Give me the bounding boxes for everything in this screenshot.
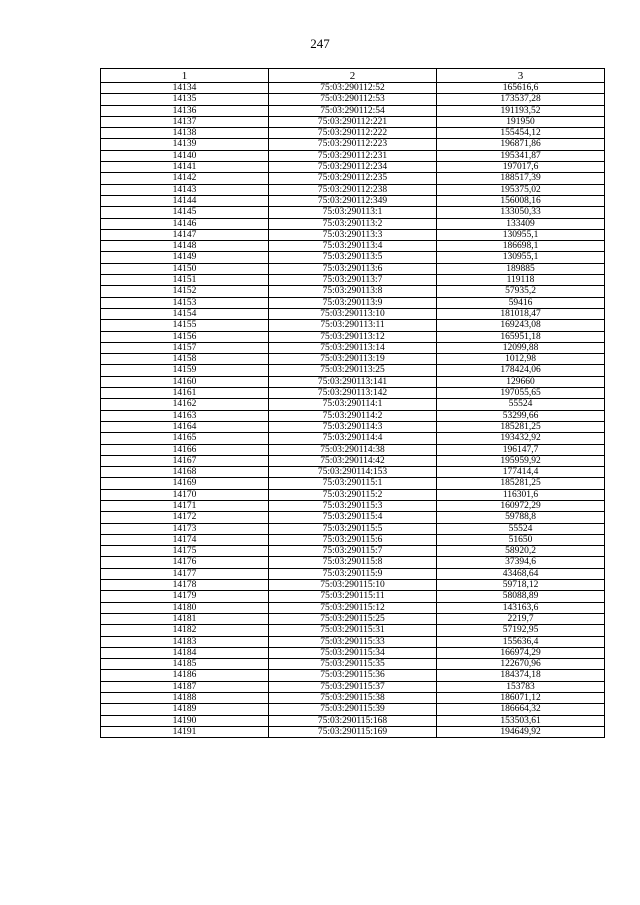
- table-row: [101, 421, 605, 432]
- value-cell: 37394,6: [437, 557, 605, 568]
- cadastral-number-cell: 75:03:290115:1: [269, 478, 437, 489]
- cadastral-number-cell: 75:03:290114:1: [269, 399, 437, 410]
- row-number-cell: 14175: [101, 546, 269, 557]
- value-cell: 184374,18: [437, 670, 605, 681]
- value-cell: 1012,98: [437, 354, 605, 365]
- row-number-cell: 14161: [101, 388, 269, 399]
- value-cell: 59788,8: [437, 512, 605, 523]
- row-number-cell: 14148: [101, 241, 269, 252]
- cadastral-number-cell: 75:03:290113:5: [269, 252, 437, 263]
- row-number-cell: 14182: [101, 625, 269, 636]
- row-number-cell: 14173: [101, 523, 269, 534]
- cadastral-number-cell: 75:03:290112:54: [269, 105, 437, 116]
- value-cell: 165951,18: [437, 331, 605, 342]
- value-cell: 188517,39: [437, 173, 605, 184]
- row-number-cell: 14183: [101, 636, 269, 647]
- value-cell: 169243,08: [437, 320, 605, 331]
- table-row: [101, 331, 605, 342]
- table-row: [101, 207, 605, 218]
- row-number-cell: 14190: [101, 715, 269, 726]
- column-header-3: 3: [437, 69, 605, 83]
- value-cell: 195341,87: [437, 150, 605, 161]
- cadastral-number-cell: 75:03:290115:168: [269, 715, 437, 726]
- cadastral-number-cell: 75:03:290112:221: [269, 116, 437, 127]
- cadastral-number-cell: 75:03:290115:37: [269, 681, 437, 692]
- table-row: [101, 523, 605, 534]
- value-cell: 119118: [437, 275, 605, 286]
- value-cell: 185281,25: [437, 421, 605, 432]
- value-cell: 156008,16: [437, 195, 605, 206]
- row-number-cell: 14153: [101, 297, 269, 308]
- row-number-cell: 14184: [101, 647, 269, 658]
- value-cell: 58088,89: [437, 591, 605, 602]
- row-number-cell: 14168: [101, 467, 269, 478]
- row-number-cell: 14178: [101, 580, 269, 591]
- table-row: [101, 489, 605, 500]
- value-cell: 186698,1: [437, 241, 605, 252]
- cadastral-number-cell: 75:03:290112:223: [269, 139, 437, 150]
- table-row: [101, 704, 605, 715]
- table-row: [101, 681, 605, 692]
- table-row: [101, 83, 605, 94]
- table-row: [101, 150, 605, 161]
- row-number-cell: 14177: [101, 568, 269, 579]
- value-cell: 189885: [437, 263, 605, 274]
- table-row: [101, 455, 605, 466]
- cadastral-number-cell: 75:03:290113:12: [269, 331, 437, 342]
- cadastral-number-cell: 75:03:290112:231: [269, 150, 437, 161]
- cadastral-number-cell: 75:03:290115:12: [269, 602, 437, 613]
- cadastral-number-cell: 75:03:290113:11: [269, 320, 437, 331]
- row-number-cell: 14149: [101, 252, 269, 263]
- value-cell: 196147,7: [437, 444, 605, 455]
- value-cell: 185281,25: [437, 478, 605, 489]
- value-cell: 133409: [437, 218, 605, 229]
- page-number: 247: [310, 36, 330, 51]
- table-row: [101, 263, 605, 274]
- table-row: [101, 557, 605, 568]
- table-body: [101, 83, 605, 738]
- table-row: [101, 241, 605, 252]
- table-row: [101, 636, 605, 647]
- row-number-cell: 14150: [101, 263, 269, 274]
- cadastral-number-cell: 75:03:290113:10: [269, 308, 437, 319]
- value-cell: 133050,33: [437, 207, 605, 218]
- row-number-cell: 14143: [101, 184, 269, 195]
- row-number-cell: 14160: [101, 376, 269, 387]
- table-row: [101, 116, 605, 127]
- value-cell: 197017,6: [437, 162, 605, 173]
- table-row: [101, 354, 605, 365]
- cadastral-number-cell: 75:03:290112:234: [269, 162, 437, 173]
- row-number-cell: 14144: [101, 195, 269, 206]
- table-row: [101, 512, 605, 523]
- table-row: [101, 580, 605, 591]
- value-cell: 178424,06: [437, 365, 605, 376]
- cadastral-number-cell: 75:03:290114:38: [269, 444, 437, 455]
- row-number-cell: 14145: [101, 207, 269, 218]
- value-cell: 194649,92: [437, 726, 605, 737]
- table-row: [101, 591, 605, 602]
- table-row: [101, 162, 605, 173]
- cadastral-number-cell: 75:03:290112:222: [269, 128, 437, 139]
- value-cell: 197055,65: [437, 388, 605, 399]
- table-row: [101, 444, 605, 455]
- value-cell: 43468,64: [437, 568, 605, 579]
- value-cell: 191950: [437, 116, 605, 127]
- value-cell: 122670,96: [437, 659, 605, 670]
- cadastral-number-cell: 75:03:290115:34: [269, 647, 437, 658]
- value-cell: 160972,29: [437, 500, 605, 511]
- table-row: [101, 218, 605, 229]
- table-row: [101, 229, 605, 240]
- row-number-cell: 14162: [101, 399, 269, 410]
- table-row: [101, 647, 605, 658]
- table-row: [101, 613, 605, 624]
- row-number-cell: 14135: [101, 94, 269, 105]
- value-cell: 196871,86: [437, 139, 605, 150]
- row-number-cell: 14140: [101, 150, 269, 161]
- value-cell: 177414,4: [437, 467, 605, 478]
- cadastral-number-cell: 75:03:290113:3: [269, 229, 437, 240]
- row-number-cell: 14181: [101, 613, 269, 624]
- table-row: [101, 467, 605, 478]
- value-cell: 143163,6: [437, 602, 605, 613]
- row-number-cell: 14152: [101, 286, 269, 297]
- value-cell: 58920,2: [437, 546, 605, 557]
- table-row: [101, 410, 605, 421]
- data-table: [100, 68, 605, 738]
- value-cell: 130955,1: [437, 252, 605, 263]
- table-row: [101, 726, 605, 737]
- row-number-cell: 14163: [101, 410, 269, 421]
- table-row: [101, 252, 605, 263]
- cadastral-number-cell: 75:03:290114:42: [269, 455, 437, 466]
- cadastral-number-cell: 75:03:290112:349: [269, 195, 437, 206]
- row-number-cell: 14191: [101, 726, 269, 737]
- value-cell: 195375,02: [437, 184, 605, 195]
- cadastral-number-cell: 75:03:290113:14: [269, 342, 437, 353]
- column-header-2: 2: [269, 69, 437, 83]
- value-cell: 166974,29: [437, 647, 605, 658]
- table-row: [101, 308, 605, 319]
- value-cell: 186071,12: [437, 693, 605, 704]
- table-header-row: [101, 69, 605, 83]
- value-cell: 116301,6: [437, 489, 605, 500]
- row-number-cell: 14139: [101, 139, 269, 150]
- cadastral-number-cell: 75:03:290114:3: [269, 421, 437, 432]
- cadastral-number-cell: 75:03:290115:25: [269, 613, 437, 624]
- value-cell: 173537,28: [437, 94, 605, 105]
- row-number-cell: 14158: [101, 354, 269, 365]
- value-cell: 57935,2: [437, 286, 605, 297]
- table-row: [101, 500, 605, 511]
- row-number-cell: 14141: [101, 162, 269, 173]
- table-row: [101, 184, 605, 195]
- table-row: [101, 365, 605, 376]
- value-cell: 186664,32: [437, 704, 605, 715]
- table-row: [101, 602, 605, 613]
- table-row: [101, 715, 605, 726]
- row-number-cell: 14179: [101, 591, 269, 602]
- row-number-cell: 14136: [101, 105, 269, 116]
- value-cell: 181018,47: [437, 308, 605, 319]
- cadastral-number-cell: 75:03:290112:235: [269, 173, 437, 184]
- cadastral-number-cell: 75:03:290113:1: [269, 207, 437, 218]
- table-row: [101, 320, 605, 331]
- cadastral-number-cell: 75:03:290115:39: [269, 704, 437, 715]
- cadastral-number-cell: 75:03:290112:53: [269, 94, 437, 105]
- cadastral-number-cell: 75:03:290112:238: [269, 184, 437, 195]
- value-cell: 153783: [437, 681, 605, 692]
- row-number-cell: 14186: [101, 670, 269, 681]
- cadastral-number-cell: 75:03:290112:52: [269, 83, 437, 94]
- row-number-cell: 14174: [101, 534, 269, 545]
- row-number-cell: 14166: [101, 444, 269, 455]
- value-cell: 153503,61: [437, 715, 605, 726]
- cadastral-number-cell: 75:03:290115:35: [269, 659, 437, 670]
- row-number-cell: 14147: [101, 229, 269, 240]
- value-cell: 165616,6: [437, 83, 605, 94]
- cadastral-number-cell: 75:03:290113:141: [269, 376, 437, 387]
- table-row: [101, 195, 605, 206]
- value-cell: 191193,52: [437, 105, 605, 116]
- table-row: [101, 139, 605, 150]
- row-number-cell: 14189: [101, 704, 269, 715]
- row-number-cell: 14172: [101, 512, 269, 523]
- row-number-cell: 14170: [101, 489, 269, 500]
- value-cell: 155636,4: [437, 636, 605, 647]
- cadastral-number-cell: 75:03:290115:5: [269, 523, 437, 534]
- table-row: [101, 105, 605, 116]
- cadastral-number-cell: 75:03:290113:4: [269, 241, 437, 252]
- table-row: [101, 546, 605, 557]
- table-row: [101, 128, 605, 139]
- row-number-cell: 14157: [101, 342, 269, 353]
- row-number-cell: 14185: [101, 659, 269, 670]
- value-cell: 195959,92: [437, 455, 605, 466]
- row-number-cell: 14180: [101, 602, 269, 613]
- value-cell: 55524: [437, 523, 605, 534]
- table-row: [101, 568, 605, 579]
- value-cell: 12099,88: [437, 342, 605, 353]
- row-number-cell: 14151: [101, 275, 269, 286]
- cadastral-number-cell: 75:03:290114:153: [269, 467, 437, 478]
- cadastral-number-cell: 75:03:290115:31: [269, 625, 437, 636]
- cadastral-number-cell: 75:03:290115:9: [269, 568, 437, 579]
- row-number-cell: 14169: [101, 478, 269, 489]
- table-row: [101, 376, 605, 387]
- cadastral-number-cell: 75:03:290115:33: [269, 636, 437, 647]
- value-cell: 130955,1: [437, 229, 605, 240]
- cadastral-number-cell: 75:03:290113:2: [269, 218, 437, 229]
- cadastral-number-cell: 75:03:290115:11: [269, 591, 437, 602]
- row-number-cell: 14165: [101, 433, 269, 444]
- value-cell: 53299,66: [437, 410, 605, 421]
- cadastral-number-cell: 75:03:290113:7: [269, 275, 437, 286]
- cadastral-number-cell: 75:03:290115:4: [269, 512, 437, 523]
- table-row: [101, 399, 605, 410]
- table-row: [101, 433, 605, 444]
- value-cell: 55524: [437, 399, 605, 410]
- table-row: [101, 388, 605, 399]
- cadastral-number-cell: 75:03:290115:2: [269, 489, 437, 500]
- cadastral-number-cell: 75:03:290115:7: [269, 546, 437, 557]
- row-number-cell: 14134: [101, 83, 269, 94]
- cadastral-number-cell: 75:03:290115:3: [269, 500, 437, 511]
- row-number-cell: 14156: [101, 331, 269, 342]
- table-row: [101, 670, 605, 681]
- cadastral-number-cell: 75:03:290114:2: [269, 410, 437, 421]
- value-cell: 2219,7: [437, 613, 605, 624]
- row-number-cell: 14142: [101, 173, 269, 184]
- cadastral-number-cell: 75:03:290115:36: [269, 670, 437, 681]
- cadastral-number-cell: 75:03:290113:25: [269, 365, 437, 376]
- table-row: [101, 286, 605, 297]
- row-number-cell: 14159: [101, 365, 269, 376]
- cadastral-number-cell: 75:03:290113:8: [269, 286, 437, 297]
- value-cell: 155454,12: [437, 128, 605, 139]
- row-number-cell: 14138: [101, 128, 269, 139]
- row-number-cell: 14137: [101, 116, 269, 127]
- value-cell: 129660: [437, 376, 605, 387]
- column-header-1: 1: [101, 69, 269, 83]
- table-row: [101, 693, 605, 704]
- table-row: [101, 478, 605, 489]
- row-number-cell: 14187: [101, 681, 269, 692]
- row-number-cell: 14171: [101, 500, 269, 511]
- value-cell: 59416: [437, 297, 605, 308]
- value-cell: 57192,95: [437, 625, 605, 636]
- table-row: [101, 625, 605, 636]
- cadastral-number-cell: 75:03:290113:142: [269, 388, 437, 399]
- cadastral-number-cell: 75:03:290115:10: [269, 580, 437, 591]
- cadastral-number-cell: 75:03:290113:9: [269, 297, 437, 308]
- cadastral-number-cell: 75:03:290114:4: [269, 433, 437, 444]
- value-cell: 193432,92: [437, 433, 605, 444]
- table-row: [101, 275, 605, 286]
- cadastral-number-cell: 75:03:290113:6: [269, 263, 437, 274]
- row-number-cell: 14146: [101, 218, 269, 229]
- row-number-cell: 14155: [101, 320, 269, 331]
- value-cell: 59718,12: [437, 580, 605, 591]
- cadastral-number-cell: 75:03:290115:8: [269, 557, 437, 568]
- cadastral-number-cell: 75:03:290115:169: [269, 726, 437, 737]
- table-row: [101, 342, 605, 353]
- table-row: [101, 659, 605, 670]
- table-row: [101, 173, 605, 184]
- value-cell: 51650: [437, 534, 605, 545]
- table-row: [101, 94, 605, 105]
- row-number-cell: 14188: [101, 693, 269, 704]
- cadastral-number-cell: 75:03:290115:38: [269, 693, 437, 704]
- table-row: [101, 297, 605, 308]
- row-number-cell: 14164: [101, 421, 269, 432]
- cadastral-number-cell: 75:03:290113:19: [269, 354, 437, 365]
- table-row: [101, 534, 605, 545]
- row-number-cell: 14176: [101, 557, 269, 568]
- row-number-cell: 14154: [101, 308, 269, 319]
- row-number-cell: 14167: [101, 455, 269, 466]
- cadastral-number-cell: 75:03:290115:6: [269, 534, 437, 545]
